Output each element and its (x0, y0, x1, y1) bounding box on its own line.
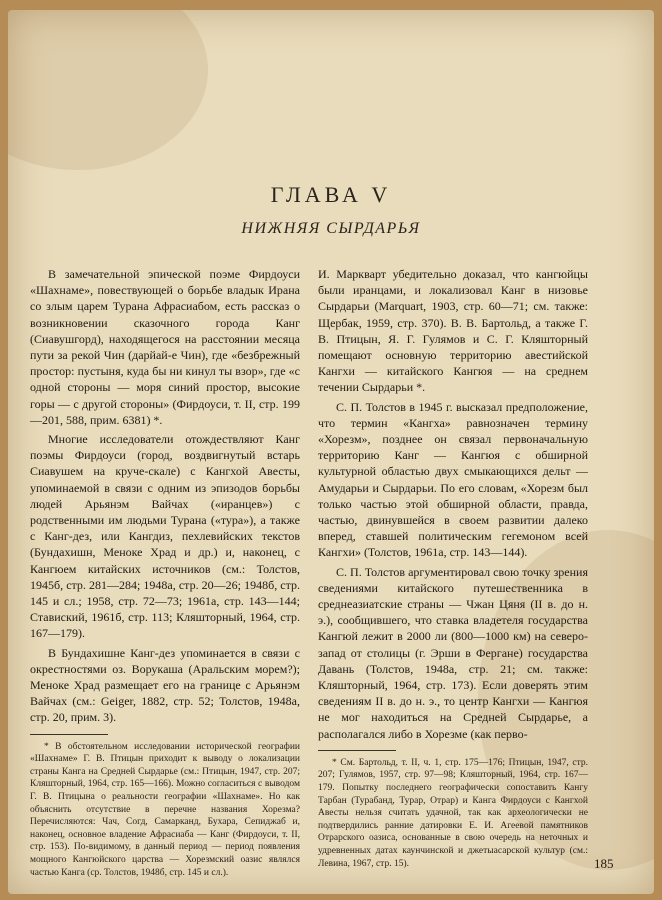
right-column (318, 266, 588, 870)
left-column (30, 266, 300, 879)
paragraph: С. П. Толстов аргументировал свою точку зрения сведениями китайского путешественника в среднеазиатские страны — Чжан Цяня (II в. до н. э.), сообщившего, что ставка владетеля государства Кангюй лежит в 2000 ли (800—1000 км) на северо-запад от столицы (г. Эрши в Фергане) государства Давань (Толстов, 1948а, стр. 21; см. также: Кляшторный, 1964, стр. 173). Если доверять этим сведениям II в. до н. э., то центр Кангхи — Кангюя не мог находиться на Средней Сырдарье, а располагался либо в Хорезме (как перво- (318, 564, 588, 741)
paragraph: И. Маркварт убедительно доказал, что кангюйцы были иранцами, и локализовал Канг в низовье Сырдарьи (Marquart, 1903, стр. 60—71; см. также: Щербак, 1959, стр. 370). В. В. Бартольд, а также Г. В. Птицын, Я. Г. Гулямов и С. Г. Кляшторный помещают основную территорию авестийской Кангхи — китайского Кангюя — на среднем течении Сырдарьи *. (318, 267, 588, 395)
book-page (8, 10, 654, 894)
chapter-subtitle: НИЖНЯЯ СЫРДАРЬЯ (241, 220, 421, 237)
footnote: * См. Бартольд, т. II, ч. 1, стр. 175—176; Птицын, 1947, стр. 207; Гулямов, 1957, стр. 97—98; Кляшторный, 1964, стр. 167—179. Попытку последнего географически сопоставить Кангу Тарбан (Турабанд, Турар, Отрар) и Канга Фирдоуси с Кангхой Авесты нельзя считать удачной, так как археологически не подтвердились ранние датировки Е. И. Агеевой памятников Отрарского оазиса, основанные в свою очередь на неточных и удревненных датах каунчинской и джетыасарской культур (см.: Левина, 1967, стр. 15). (318, 757, 588, 869)
footnote-separator (318, 750, 396, 751)
footnote: * В обстоятельном исследовании исторической географии «Шахнаме» Г. В. Птицын приходит к выводу о локализации страны Канга на Средней Сырдарье (см.: Птицын, 1947, стр. 207; Кляшторный, 1964, стр. 165—166). Можно согласиться с выводом Г. В. Птицына о реальности географии «Шахнаме». Но как объяснить отсутствие в перечне названия Хорезма? Перечисляются: Чач, Согд, Самарканд, Бухара, Сепиджаб и, наконец, основное владение Афрасиаба — Канг (Фирдоуси, т. II, стр. 153). По-видимому, в данный период — период появления мощного Кангюйского царства — Хорезмский оазис являлся частью Канга (ср. Толстов, 1948б, стр. 145 и сл.). (30, 741, 300, 878)
paragraph: С. П. Толстов в 1945 г. высказал предположение, что термин «Кангха» равнозначен термину «Хорезм», позднее он связал первоначальную территорию Канг — Кангюя с обширной культурной областью двух смыкающихся дельт — Амударьи и Сырдарьи. По его словам, «Хорезм был только частью этой обширной области, правда, частью, двинувшейся в своем развитии далеко вперед, ставшей политическим гегемоном всей Кангхи» (Толстов, 1961а, стр. 143—144). (318, 399, 588, 560)
paragraph: В Бундахишне Канг-дез упоминается в связи с окрестностями оз. Ворукаша (Аральским морем?); Меноке Храд размещает его на границе с Арьянэм Вайчах (см.: Geiger, 1882, стр. 52; Толстов, 1948а, стр. 20, прим. 3). (30, 645, 300, 725)
page-stain (8, 10, 208, 170)
footnote-separator (30, 734, 108, 735)
chapter-title: ГЛАВА V (270, 182, 392, 207)
page-number: 185 (594, 856, 614, 871)
paragraph: В замечательной эпической поэме Фирдоуси «Шахнаме», повествующей о борьбе владык Ирана со злым царем Турана Афрасиабом, есть рассказ о возникновении сказочного города Канг (Сиавушгорд), находящегося на расстоянии месяца пути за рекой Чин (дарйай-е Чин), где «безбрежный простор: пустыня, куда бы ни кинул ты взор», где «с одной стороны — моря синий простор, высокие горы — с другой стороны» (Фирдоуси, т. II, стр. 199—201, 588, прим. 6381) *. (30, 267, 300, 427)
paragraph: Многие исследователи отождествляют Канг поэмы Фирдоуси (город, воздвигнутый встарь Сиавушем на круче-скале) с Кангхой Авесты, упоминаемой в связи с одним из эпизодов борьбы людей Арьянэм Вайчах («иранцев») с родственными им людьми Турана («тура»), а также с Канг-дез, или Кангдиз, пехлевийских текстов (Бундахишн, Меноке Храд и др.) и, наконец, с Кангюем китайских источников (см.: Толстов, 1945б, стр. 281—284; 1948а, стр. 20—26; 1948б, стр. 145 и сл.; 1958, стр. 72—73; 1961а, стр. 143—144; Ставиский, 1961б, стр. 113; Кляшторный, 1964, стр. 167—179). (30, 432, 300, 641)
